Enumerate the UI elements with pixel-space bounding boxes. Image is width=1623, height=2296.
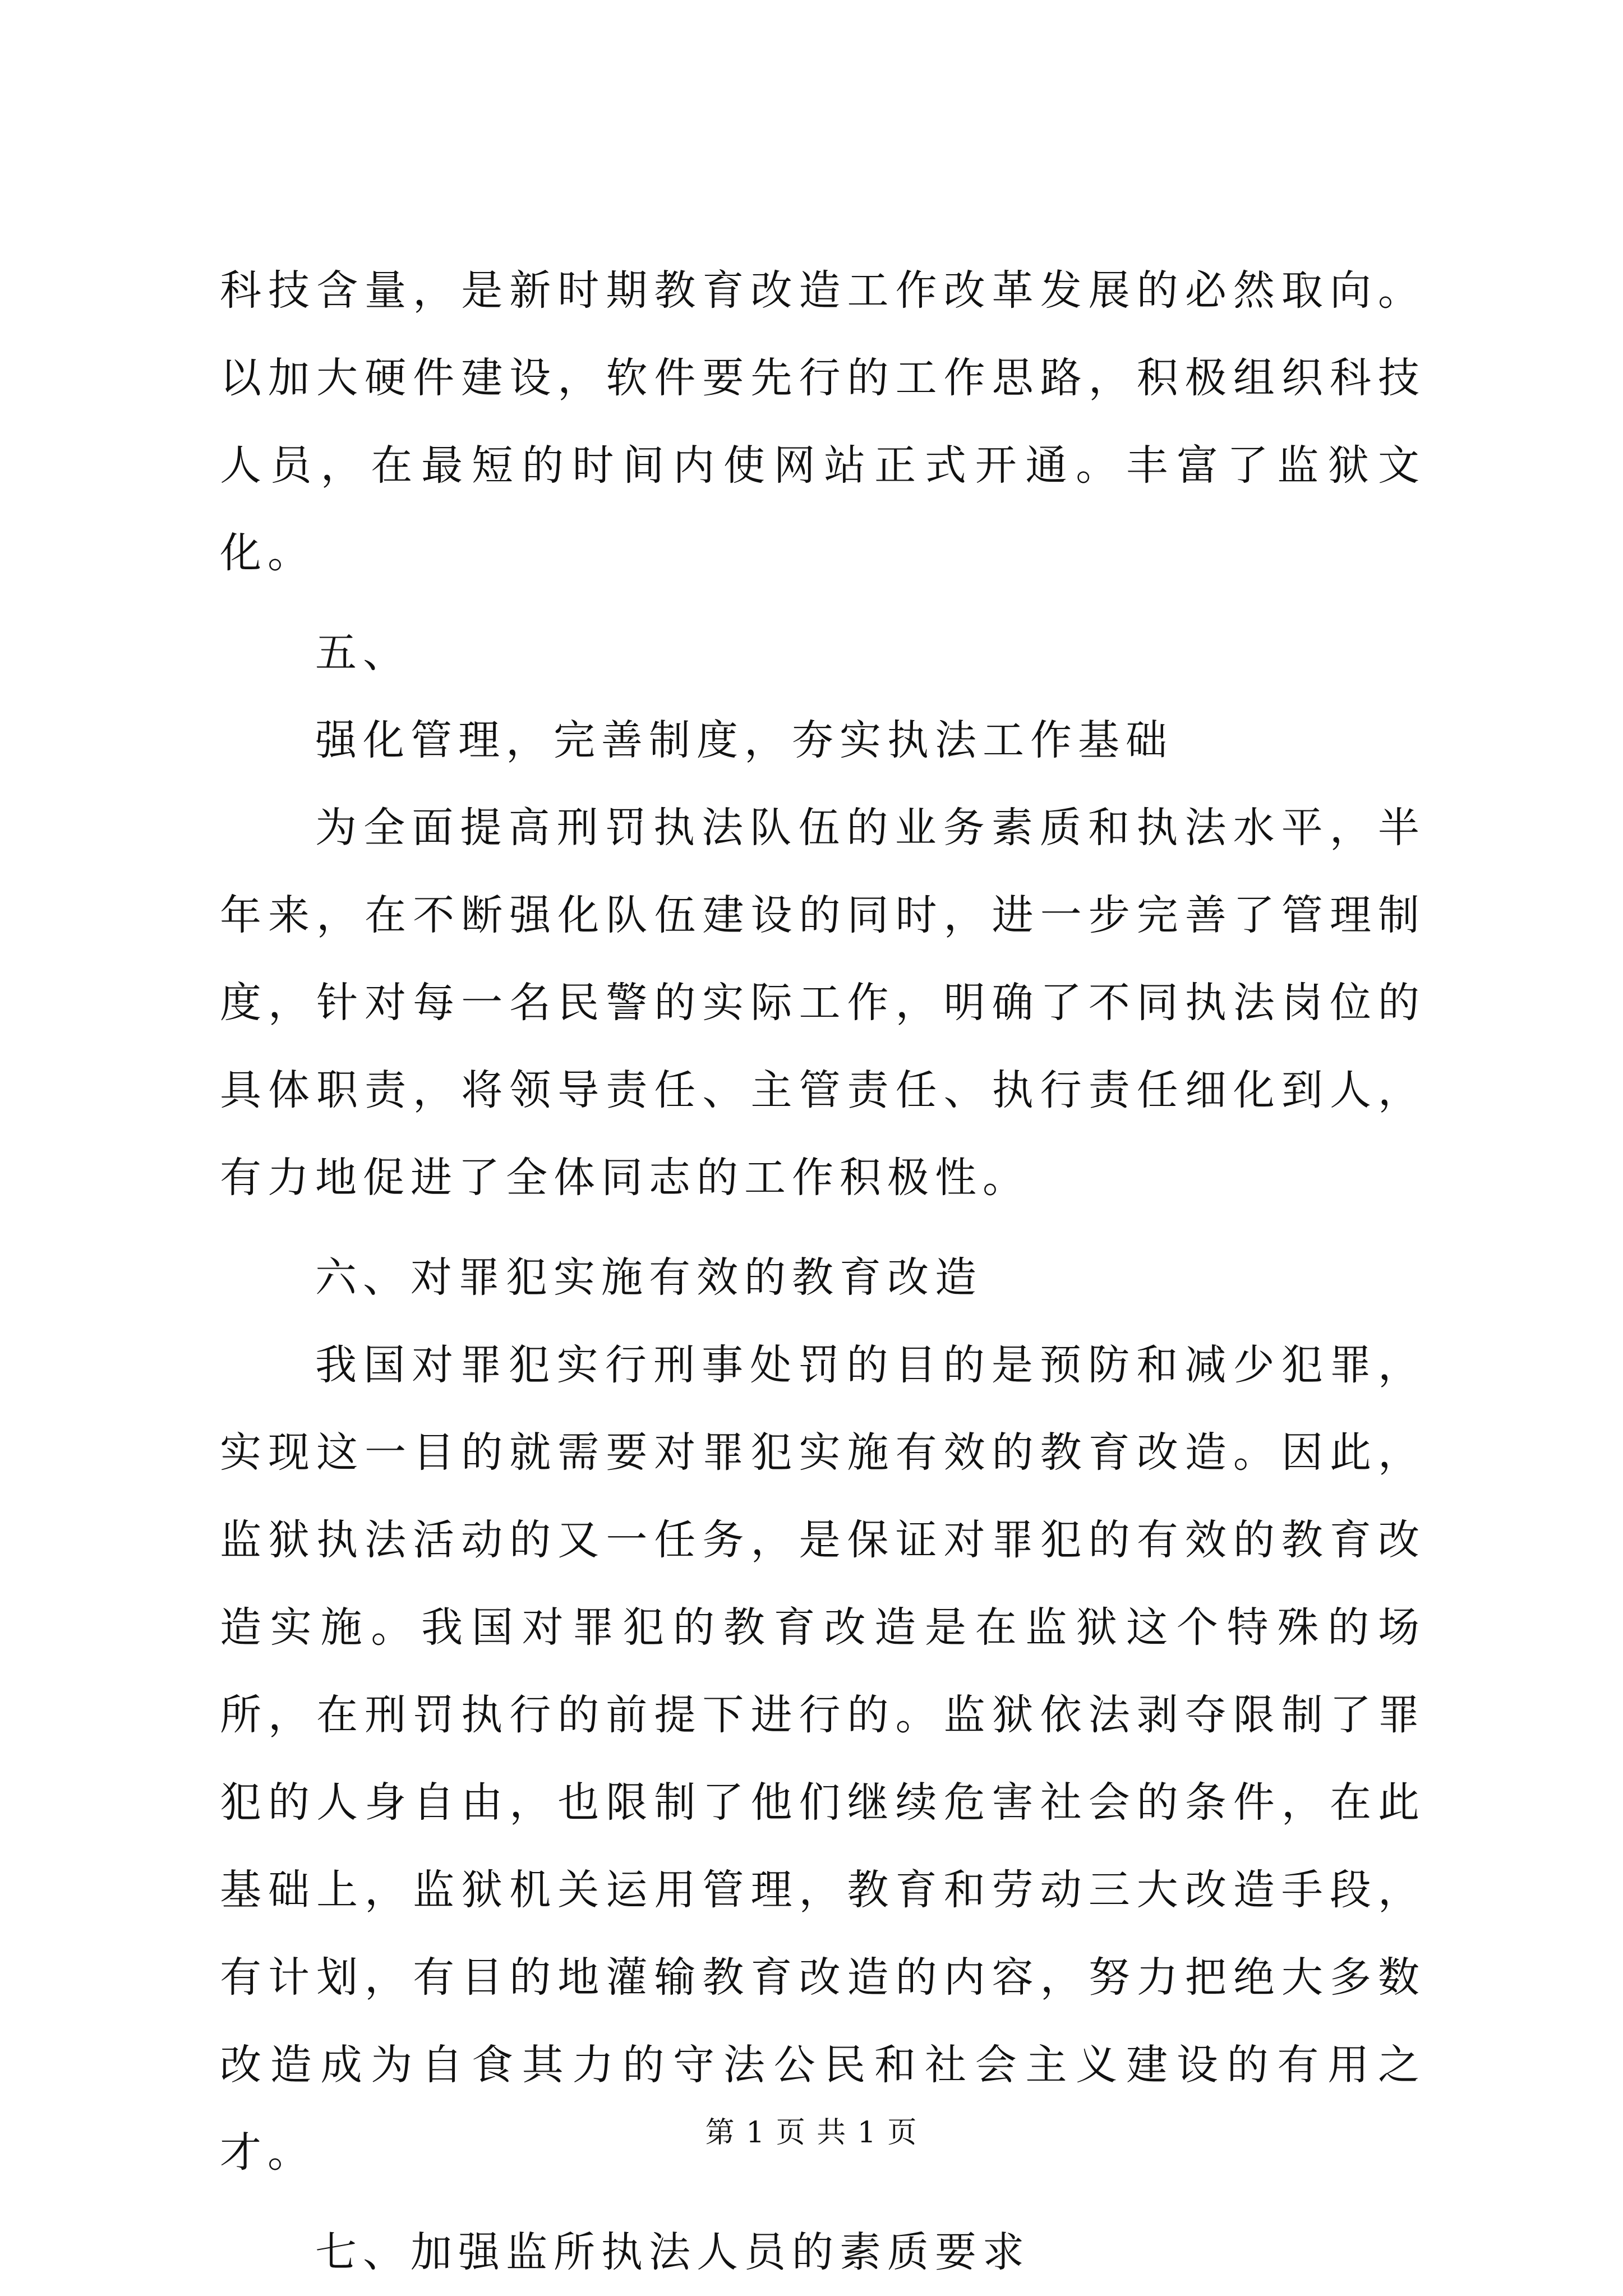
- section-heading-seven: 七、加强监所执法人员的素质要求: [315, 2228, 1030, 2276]
- document-body: [220, 247, 1426, 2296]
- section-number-five: 五、: [315, 629, 411, 677]
- section-heading-five: 强化管理，完善制度，夯实执法工作基础: [315, 716, 1173, 764]
- paragraph-continuation: 科技含量，是新时期教育改造工作改革发展的必然取向。以加大硬件建设，软件要先行的工作思路，积极组织科技人员，在最短的时间内使网站正式开通。丰富了监狱文化。: [220, 266, 1426, 577]
- section-heading-six: 六、对罪犯实施有效的教育改造: [315, 1253, 983, 1302]
- page-footer: 第 1 页 共 1 页: [705, 2116, 918, 2150]
- paragraph-education-reform: 我国对罪犯实行刑事处罚的目的是预防和减少犯罪，实现这一目的就需要对罪犯实施有效的教育改造。因此，监狱执法活动的又一任务，是保证对罪犯的有效的教育改造实施。我国对罪犯的教育改造是在监狱这个特殊的场所，在刑罚执行的前提下进行的。监狱依法剥夺限制了罪犯的人身自由，也限制了他们继续危害社会的条件，在此基础上，监狱机关运用管理，教育和劳动三大改造手段，有计划，有目的地灌输教育改造的内容，努力把绝大多数改造成为自食其力的守法公民和社会主义建设的有用之才。: [220, 1341, 1426, 2177]
- paragraph-management: 为全面提高刑罚执法队伍的业务素质和执法水平，半年来，在不断强化队伍建设的同时，进一步完善了管理制度，针对每一名民警的实际工作，明确了不同执法岗位的具体职责，将领导责任、主管责任、执行责任细化到人，有力地促进了全体同志的工作积极性。: [220, 804, 1426, 1202]
